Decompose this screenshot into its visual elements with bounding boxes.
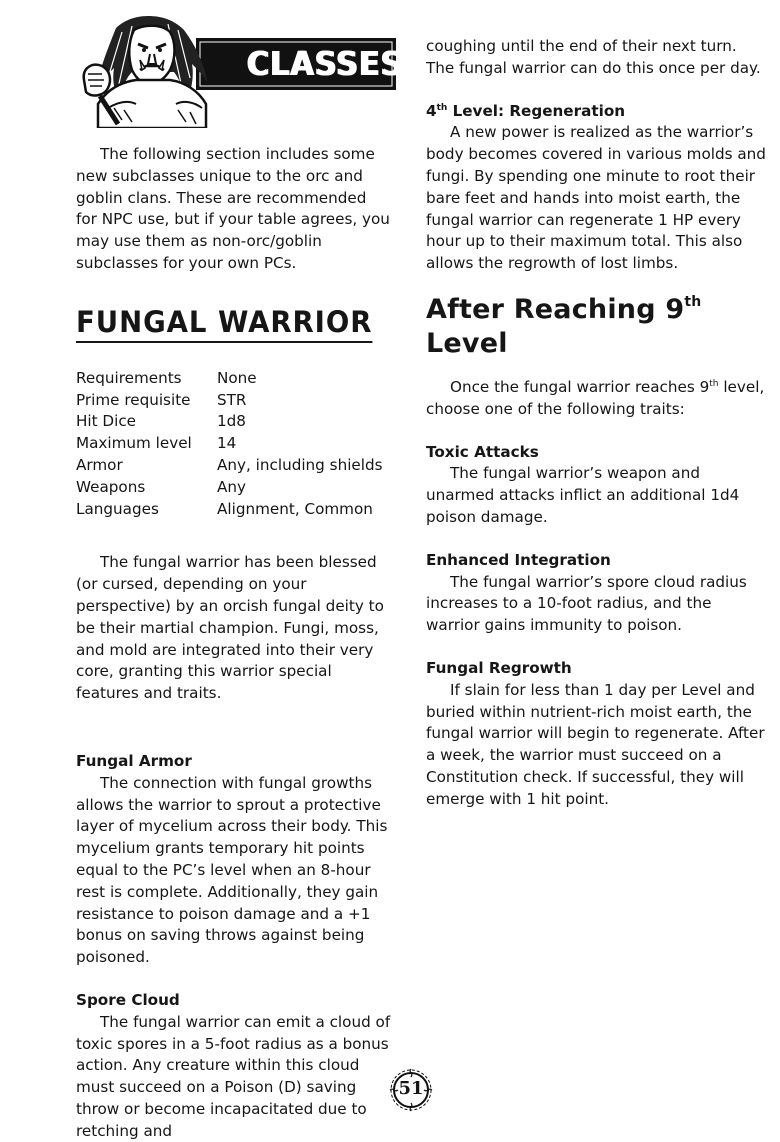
right-column (426, 36, 766, 811)
trait-text: The fungal warrior’s spore cloud radius increases to a 10-foot radius, and the warrior gains immunity to poison. (426, 572, 747, 635)
stat-value: 1d8 (217, 412, 246, 431)
class-title: FUNGAL WARRIOR (76, 305, 372, 343)
trait-text: If slain for less than 1 day per Level and buried within nutrient-rich moist earth, the fungal warrior will begin to regenerate. After a week, the warrior must succeed on a Constitution check. If successful, they will emerge with 1 hit point. (426, 680, 765, 808)
stats-row (76, 411, 383, 433)
heading-rest: Level: Regeneration (447, 101, 626, 120)
trait-text: The fungal warrior’s weapon and unarmed attacks inflict an additional 1d4 poison damage. (426, 464, 740, 526)
intro-start: Once the fungal warrior reaches 9 (450, 377, 710, 396)
stat-value: Any, including shields (217, 455, 383, 474)
feature-heading: Spore Cloud (76, 990, 180, 1009)
heading-suffix: th (684, 293, 702, 310)
feature-text: The fungal warrior can emit a cloud of toxic spores in a 5-foot radius as a bonus action. Any creature within this cloud must succeed on a Poison (D) saving throw or become incapacitated due to retching and (76, 1012, 391, 1140)
stats-row (76, 368, 383, 390)
feature-text-continued: coughing until the end of their next turn. The fungal warrior can do this once per day. (426, 37, 761, 77)
class-description: The fungal warrior has been blessed (or cursed, depending on your perspective) by an orcish fungal deity to be their martial champion. Fungi, moss, and mold are integrated into their very core, granting this warrior special features and traits. (76, 553, 384, 703)
heading-suffix: th (436, 102, 448, 113)
feature-heading: Fungal Armor (76, 751, 192, 770)
page-number: 51 (398, 1078, 424, 1099)
stat-key: Languages (76, 499, 159, 518)
chapter-title: CLASSES (246, 44, 403, 83)
section-heading (426, 293, 766, 361)
intro-end: level, choose one of the following traits: (426, 377, 765, 418)
stats-row (76, 433, 383, 455)
stat-key: Armor (76, 455, 123, 474)
stats-row (76, 499, 383, 521)
stat-value: Alignment, Common (217, 499, 373, 518)
stats-row (76, 390, 383, 412)
trait-heading: Fungal Regrowth (426, 658, 572, 677)
intro-paragraph: The following section includes some new subclasses unique to the orc and goblin clans. These are recommended for NPC use, but if your table agrees, you may use them as non-orc/goblin subclasses for your own PCs. (76, 145, 390, 272)
trait-heading: Enhanced Integration (426, 550, 611, 569)
feature-text: A new power is realized as the warrior’s body becomes covered in various molds and fungi. By spending one minute to root their bare feet and hands into moist earth, the fungal warrior can regenerate 1 HP every hour up to their maximum total. This also allows the regrowth of lost limbs. (426, 123, 766, 273)
stat-value: None (217, 368, 257, 387)
stat-key: Requirements (76, 368, 182, 387)
heading-level: 4 (426, 101, 437, 120)
stat-key: Hit Dice (76, 412, 137, 431)
intro-suffix: th (709, 378, 719, 389)
section-intro (426, 377, 766, 421)
stat-value: Any (217, 477, 247, 496)
stats-row (76, 455, 383, 477)
stat-key: Weapons (76, 477, 146, 496)
heading-start: After Reaching 9 (426, 293, 685, 325)
stat-value: STR (217, 390, 247, 409)
stat-key: Maximum level (76, 434, 192, 453)
trait-heading: Toxic Attacks (426, 442, 539, 461)
feature-text: The connection with fungal growths allows the warrior to sprout a protective layer of mycelium across their body. This mycelium grants temporary hit points equal to the PC’s level when an 8-hour rest is complete. Additionally, they gain resistance to poison damage and a +1 bonus on saving throws against being poisoned. (76, 773, 388, 967)
class-stats-table (76, 368, 383, 521)
chapter-header (78, 8, 403, 128)
heading-end: Level (426, 327, 508, 359)
page-number-badge (388, 1067, 434, 1113)
stat-key: Prime requisite (76, 390, 191, 409)
stats-row (76, 477, 383, 499)
feature-heading (426, 101, 766, 123)
left-column (76, 144, 392, 1142)
stat-value: 14 (217, 434, 237, 453)
